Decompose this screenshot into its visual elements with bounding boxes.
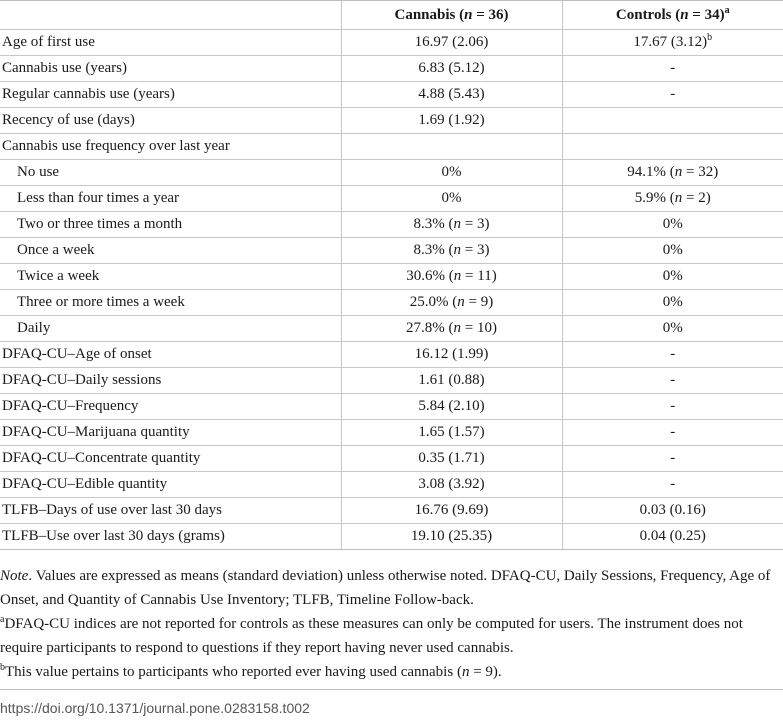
row-label: Regular cannabis use (years) (0, 82, 341, 108)
cannabis-percent: 8.3% ( (413, 216, 454, 232)
controls-text: - (670, 450, 676, 466)
note-text: . Values are expressed as means (standard deviation) unless otherwise noted. DFAQ-CU, Daily Sessions, Frequency, Age of Onset, and Quantity of Cannabis Use Inventory; TLFB, Timeline Follow-back. (0, 568, 771, 608)
cannabis-value (341, 134, 562, 160)
table-row (0, 290, 783, 316)
footnote-b-n: n (461, 664, 470, 680)
cannabis-text: 6.83 (5.12) (418, 60, 485, 76)
cannabis-text: 16.12 (1.99) (414, 346, 489, 362)
footnote-b (0, 660, 780, 684)
cannabis-value (341, 524, 562, 550)
table-row (0, 316, 783, 342)
controls-text: - (670, 424, 676, 440)
controls-text: 0% (662, 268, 683, 284)
cannabis-text: 5.84 (2.10) (418, 398, 485, 414)
table-row (0, 134, 783, 160)
table-row (0, 238, 783, 264)
row-label: TLFB–Days of use over last 30 days (0, 498, 341, 524)
controls-value (562, 238, 783, 264)
controls-value (562, 290, 783, 316)
cannabis-percent: 8.3% ( (413, 242, 454, 258)
controls-text: - (670, 398, 676, 414)
cannabis-value (341, 498, 562, 524)
cannabis-text: 16.97 (2.06) (414, 34, 489, 50)
controls-footnote-mark: b (707, 32, 713, 43)
table-row (0, 30, 783, 56)
cannabis-n-symbol: n (453, 268, 462, 284)
controls-text: 0.03 (0.16) (639, 502, 706, 518)
controls-percent: 94.1% ( (627, 164, 675, 180)
controls-value (562, 498, 783, 524)
row-label: DFAQ-CU–Age of onset (0, 342, 341, 368)
table-row (0, 446, 783, 472)
cannabis-count: = 11) (461, 268, 497, 284)
controls-value (562, 108, 783, 134)
cannabis-value (341, 342, 562, 368)
header-cannabis-count: = 36) (472, 7, 509, 23)
header-cannabis (341, 1, 562, 30)
controls-value (562, 134, 783, 160)
cannabis-text: 0% (441, 190, 462, 206)
cannabis-n-symbol: n (453, 216, 462, 232)
row-label: DFAQ-CU–Edible quantity (0, 472, 341, 498)
bottom-rule (0, 689, 783, 690)
header-controls-n: n (680, 7, 689, 23)
controls-value (562, 264, 783, 290)
cannabis-percent: 27.8% ( (406, 320, 454, 336)
controls-text: 17.67 (3.12) (633, 34, 708, 50)
cannabis-percent: 30.6% ( (406, 268, 454, 284)
cannabis-text: 0% (441, 164, 462, 180)
table-row (0, 82, 783, 108)
controls-value (562, 212, 783, 238)
cannabis-value (341, 186, 562, 212)
controls-text: 0.04 (0.25) (639, 528, 706, 544)
cannabis-n-symbol: n (453, 320, 462, 336)
header-blank (0, 1, 341, 30)
cannabis-value (341, 30, 562, 56)
note-paragraph (0, 564, 780, 612)
cannabis-value (341, 108, 562, 134)
doi-link[interactable]: https://doi.org/10.1371/journal.pone.0283158.t002 (0, 700, 310, 716)
row-label: TLFB–Use over last 30 days (grams) (0, 524, 341, 550)
controls-value (562, 30, 783, 56)
controls-text: - (670, 60, 676, 76)
row-label: DFAQ-CU–Daily sessions (0, 368, 341, 394)
cannabis-value (341, 56, 562, 82)
cannabis-count: = 3) (461, 242, 490, 258)
cannabis-value (341, 316, 562, 342)
controls-value (562, 394, 783, 420)
cannabis-value (341, 368, 562, 394)
cannabis-count: = 3) (461, 216, 490, 232)
row-label: Age of first use (0, 30, 341, 56)
controls-value (562, 160, 783, 186)
controls-text: - (670, 346, 676, 362)
footnote-b-mark: b (0, 662, 5, 673)
cannabis-value (341, 290, 562, 316)
controls-value (562, 524, 783, 550)
controls-value (562, 446, 783, 472)
header-controls-footnote-mark: a (724, 5, 730, 16)
cannabis-text: 1.65 (1.57) (418, 424, 485, 440)
controls-value (562, 82, 783, 108)
controls-value (562, 368, 783, 394)
table-row (0, 186, 783, 212)
cannabis-value (341, 394, 562, 420)
controls-value (562, 316, 783, 342)
cannabis-text: 16.76 (9.69) (414, 502, 489, 518)
controls-text: 0% (662, 320, 683, 336)
table-header-row (0, 1, 783, 30)
table-row (0, 420, 783, 446)
cannabis-value (341, 160, 562, 186)
controls-text: - (670, 372, 676, 388)
table-row (0, 368, 783, 394)
footnote-a (0, 612, 780, 660)
row-label: Daily (0, 316, 341, 342)
header-controls (562, 1, 783, 30)
cannabis-text: 3.08 (3.92) (418, 476, 485, 492)
cannabis-value (341, 82, 562, 108)
controls-count: = 2) (682, 190, 711, 206)
controls-n-symbol: n (674, 164, 683, 180)
controls-value (562, 420, 783, 446)
row-label: No use (0, 160, 341, 186)
table-row (0, 56, 783, 82)
controls-text: 0% (662, 242, 683, 258)
table-row (0, 342, 783, 368)
row-label: DFAQ-CU–Marijuana quantity (0, 420, 341, 446)
note-label: Note (0, 568, 29, 584)
controls-value (562, 472, 783, 498)
row-label: Cannabis use frequency over last year (0, 134, 341, 160)
controls-n-symbol: n (674, 190, 683, 206)
cannabis-value (341, 238, 562, 264)
cannabis-count: = 9) (464, 294, 494, 310)
row-label: DFAQ-CU–Frequency (0, 394, 341, 420)
header-cannabis-n: n (464, 7, 473, 23)
cannabis-text: 0.35 (1.71) (418, 450, 485, 466)
header-cannabis-text: Cannabis ( (394, 7, 465, 23)
row-label: Less than four times a year (0, 186, 341, 212)
controls-value (562, 186, 783, 212)
table-row (0, 524, 783, 550)
row-label: Three or more times a week (0, 290, 341, 316)
controls-count: = 32) (682, 164, 719, 180)
table-body (0, 30, 783, 550)
cannabis-count: = 10) (461, 320, 497, 336)
cannabis-text: 19.10 (25.35) (410, 528, 493, 544)
table-row (0, 394, 783, 420)
table-row (0, 212, 783, 238)
row-label: Cannabis use (years) (0, 56, 341, 82)
cannabis-text: 1.61 (0.88) (418, 372, 485, 388)
cannabis-value (341, 264, 562, 290)
row-label: Recency of use (days) (0, 108, 341, 134)
cannabis-n-symbol: n (453, 242, 462, 258)
controls-text: - (670, 86, 676, 102)
cannabis-text: 4.88 (5.43) (418, 86, 485, 102)
footnote-b-count: = 9). (469, 664, 502, 680)
footnote-b-text: This value pertains to participants who reported ever having used cannabis ( (5, 664, 462, 680)
controls-text: 0% (662, 294, 683, 310)
controls-percent: 5.9% ( (634, 190, 675, 206)
cannabis-value (341, 446, 562, 472)
cannabis-text: 1.69 (1.92) (418, 112, 485, 128)
row-label: Twice a week (0, 264, 341, 290)
row-label: Once a week (0, 238, 341, 264)
row-label: Two or three times a month (0, 212, 341, 238)
table-notes (0, 564, 780, 684)
controls-value (562, 56, 783, 82)
cannabis-percent: 25.0% ( (409, 294, 458, 310)
table-row (0, 472, 783, 498)
table-row (0, 264, 783, 290)
footnote-a-text: DFAQ-CU indices are not reported for controls as these measures can only be computed for users. The instrument does not require participants to respond to questions if they report having never used cannabis. (0, 616, 743, 656)
cannabis-value (341, 212, 562, 238)
header-controls-text: Controls ( (615, 7, 681, 23)
footnote-a-mark: a (0, 614, 5, 625)
controls-text: - (670, 476, 676, 492)
cannabis-value (341, 420, 562, 446)
row-label: DFAQ-CU–Concentrate quantity (0, 446, 341, 472)
header-controls-count: = 34) (688, 7, 725, 23)
cannabis-value (341, 472, 562, 498)
table-row (0, 160, 783, 186)
table-row (0, 108, 783, 134)
controls-value (562, 342, 783, 368)
table-row (0, 498, 783, 524)
cannabis-n-symbol: n (457, 294, 465, 310)
controls-text: 0% (662, 216, 683, 232)
